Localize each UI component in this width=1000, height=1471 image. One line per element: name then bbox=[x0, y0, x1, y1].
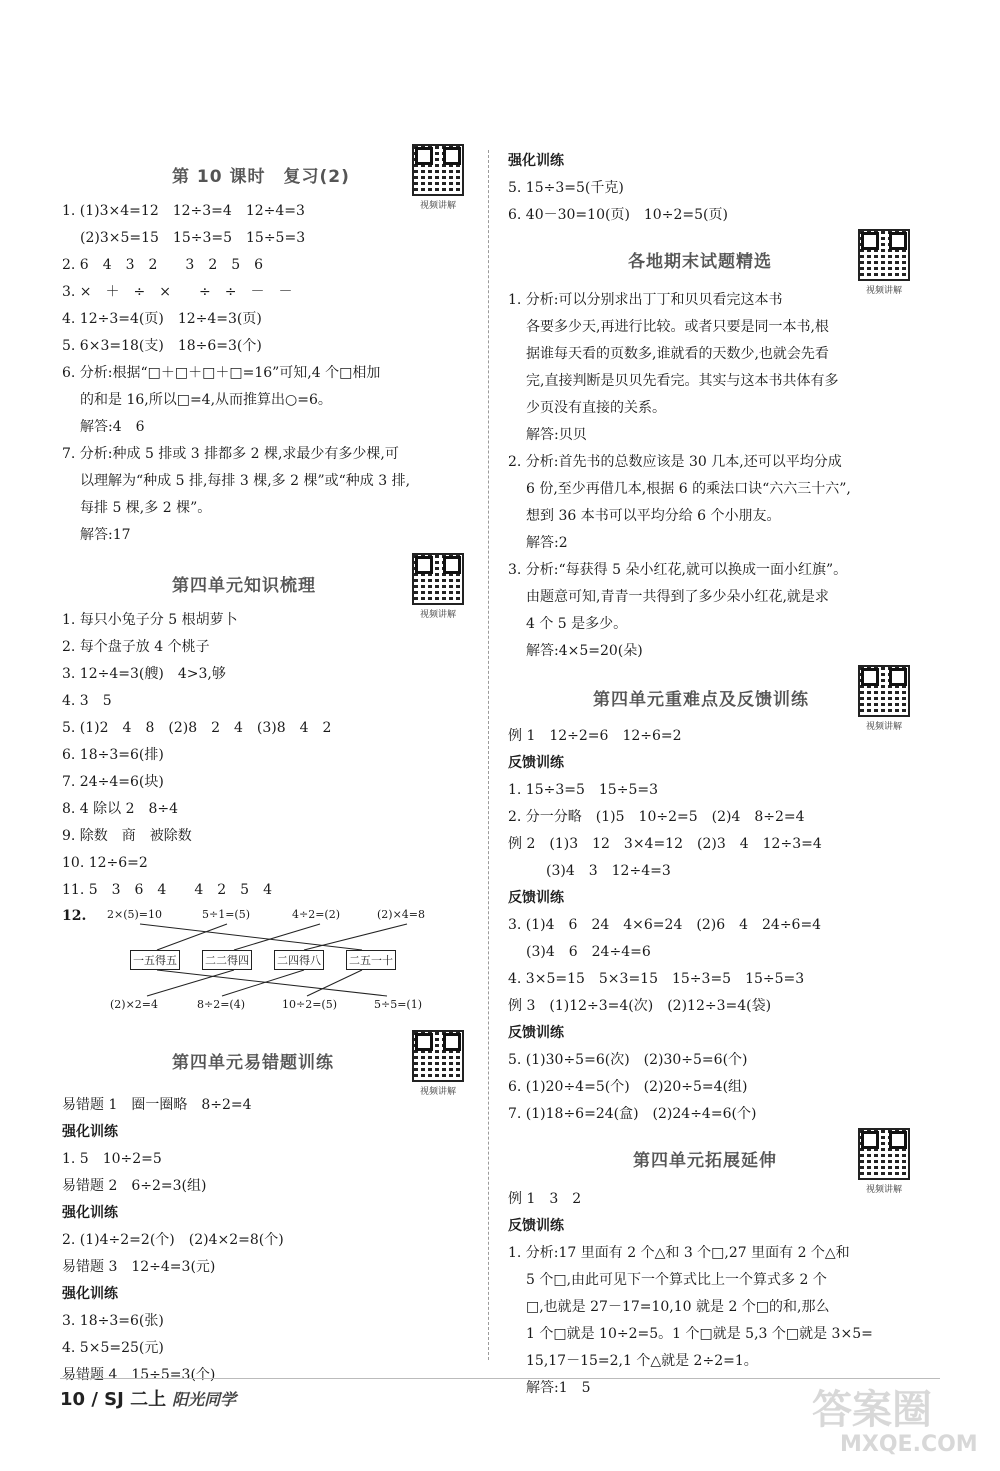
page-number: 10 / SJ 二上 bbox=[60, 1389, 167, 1410]
equation-label: (2)×2=4 bbox=[110, 998, 159, 1011]
answer-list bbox=[508, 148, 938, 229]
subheading: 反馈训练 bbox=[508, 1025, 564, 1041]
qr-caption: 视频讲解 bbox=[865, 722, 902, 732]
answer-line: 7. (1)18÷6=24(盒) (2)24÷4=6(个) bbox=[508, 1106, 757, 1122]
answer-line: 10. 12÷6=2 bbox=[62, 855, 148, 871]
multiplication-rhyme-box: 一五得五 bbox=[130, 950, 180, 970]
answer-list bbox=[62, 607, 477, 904]
multiplication-rhyme-box: 二四得八 bbox=[274, 950, 324, 970]
section-title: 第 10 课时 复习(2) bbox=[172, 167, 350, 187]
equation-label: 4÷2=(2) bbox=[292, 908, 341, 921]
answer-line: 1. 15÷3=5 15÷5=3 bbox=[508, 782, 658, 798]
subheading: 反馈训练 bbox=[508, 890, 564, 906]
qr-code-icon[interactable] bbox=[858, 229, 910, 281]
qr-caption: 视频讲解 bbox=[419, 1087, 456, 1097]
page-footer bbox=[60, 1378, 940, 1411]
answer-line: (3)4 6 24÷4=6 bbox=[526, 944, 651, 960]
equation-label: 5÷5=(1) bbox=[374, 998, 423, 1011]
answer-line: 3. 18÷3=6(张) bbox=[62, 1313, 164, 1329]
matching-diagram bbox=[62, 904, 477, 1034]
answer-line: 6. (1)20÷4=5(个) (2)20÷5=4(组) bbox=[508, 1079, 748, 1095]
answer-line: 完,直接判断是贝贝先看完。其实与这本书共体有多 bbox=[526, 373, 839, 389]
answer-line: 以理解为“种成 5 排,每排 3 棵,多 2 棵”或“种成 3 排, bbox=[80, 473, 411, 489]
answer-list bbox=[62, 198, 477, 549]
answer-line: 1. 5 10÷2=5 bbox=[62, 1151, 162, 1167]
answer-line: 的和是 16,所以□=4,从而推算出○=6。 bbox=[80, 392, 332, 408]
watermark-url: MXQE.COM bbox=[840, 1432, 978, 1457]
answer-line: 2. 每个盘子放 4 个桃子 bbox=[62, 639, 210, 655]
subheading: 强化训练 bbox=[62, 1205, 118, 1221]
subheading: 反馈训练 bbox=[508, 755, 564, 771]
equation-label: 8÷2=(4) bbox=[197, 998, 246, 1011]
answer-line: 6. 分析:根据“□＋□＋□＋□=16”可知,4 个□相加 bbox=[62, 365, 381, 381]
answer-line: 例 3 (1)12÷3=4(次) (2)12÷3=4(袋) bbox=[508, 998, 772, 1014]
section-title: 第四单元易错题训练 bbox=[172, 1053, 334, 1073]
qr-code-icon[interactable] bbox=[858, 1128, 910, 1180]
answer-line: 易错题 3 12÷4=3(元) bbox=[62, 1259, 216, 1275]
answer-line: 1. 分析:17 里面有 2 个△和 3 个□,27 里面有 2 个△和 bbox=[508, 1245, 850, 1261]
answer-line: 6 份,至少再借几本,根据 6 的乘法口诀“六六三十六”, bbox=[526, 481, 851, 497]
answer-list bbox=[62, 1092, 477, 1389]
qr-code-icon[interactable] bbox=[412, 553, 464, 605]
answer-line: (3)4 3 12÷4=3 bbox=[546, 863, 671, 879]
subheading: 反馈训练 bbox=[508, 1218, 564, 1234]
right-column bbox=[508, 148, 938, 1402]
answer-line: 例 1 3 2 bbox=[508, 1191, 582, 1207]
section-title: 第四单元拓展延伸 bbox=[633, 1151, 777, 1171]
answer-line: 7. 24÷4=6(块) bbox=[62, 774, 164, 790]
answer-line: 8. 4 除以 2 8÷4 bbox=[62, 801, 179, 817]
answer-line: □,也就是 27－17=10,10 就是 2 个□的和,那么 bbox=[526, 1299, 830, 1315]
answer-line: 易错题 4 15÷5=3(个) bbox=[62, 1367, 216, 1383]
answer-line: 15,17－15=2,1 个△就是 2÷2=1。 bbox=[526, 1353, 758, 1369]
equation-label: 5÷1=(5) bbox=[202, 908, 251, 921]
subheading: 强化训练 bbox=[62, 1124, 118, 1140]
answer-line: 2. (1)4÷2=2(个) (2)4×2=8(个) bbox=[62, 1232, 284, 1248]
answer-line: 4 个 5 是多少。 bbox=[526, 616, 628, 632]
answer-list bbox=[508, 287, 938, 665]
multiplication-rhyme-box: 二二得四 bbox=[202, 950, 252, 970]
answer-line: 解答:4 6 bbox=[80, 419, 145, 435]
answer-list bbox=[508, 723, 938, 1128]
qr-code-icon[interactable] bbox=[858, 665, 910, 717]
answer-line: 5. (1)30÷5=6(次) (2)30÷5=6(个) bbox=[508, 1052, 748, 1068]
answer-line: 据谁每天看的页数多,谁就看的天数少,也就会先看 bbox=[526, 346, 829, 362]
answer-list bbox=[508, 1186, 938, 1402]
answer-line: (2)3×5=15 15÷3=5 15÷5=3 bbox=[80, 230, 306, 246]
section-title: 第四单元重难点及反馈训练 bbox=[593, 690, 809, 710]
answer-line: 解答:2 bbox=[526, 535, 568, 551]
answer-line: 2. 分析:首先书的总数应该是 30 几本,还可以平均分成 bbox=[508, 454, 842, 470]
answer-line: 2. 6 4 3 2 3 2 5 6 bbox=[62, 257, 264, 273]
answer-line: 解答:17 bbox=[80, 527, 131, 543]
section-title: 各地期末试题精选 bbox=[628, 252, 772, 272]
left-column bbox=[62, 140, 477, 1389]
answer-line: 5. 15÷3=5(千克) bbox=[508, 180, 624, 196]
answer-line: 例 2 (1)3 12 3×4=12 (2)3 4 12÷3=4 bbox=[508, 836, 822, 852]
answer-line: 3. 12÷4=3(艘) 4>3,够 bbox=[62, 666, 226, 682]
answer-line: 4. 5×5=25(元) bbox=[62, 1340, 164, 1356]
answer-line: 7. 分析:种成 5 排或 3 排都多 2 棵,求最少有多少棵,可 bbox=[62, 446, 399, 462]
subheading: 强化训练 bbox=[508, 153, 564, 169]
question-number: 12. bbox=[62, 908, 87, 924]
answer-line: 易错题 1 圈一圈略 8÷2=4 bbox=[62, 1097, 252, 1113]
answer-line: 11. 5 3 6 4 4 2 5 4 bbox=[62, 882, 272, 898]
answer-line: 4. 3 5 bbox=[62, 693, 112, 709]
qr-caption: 视频讲解 bbox=[419, 201, 456, 211]
section-header bbox=[508, 229, 938, 296]
section-header bbox=[508, 665, 938, 732]
brand-logo: 阳光同学 bbox=[172, 1390, 237, 1409]
answer-line: 4. 3×5=15 5×3=15 15÷3=5 15÷5=3 bbox=[508, 971, 805, 987]
answer-line: 5. 6×3=18(支) 18÷6=3(个) bbox=[62, 338, 262, 354]
answer-line: 5 个□,由此可见下一个算式比上一个算式多 2 个 bbox=[526, 1272, 827, 1288]
answer-line: 1 个□就是 10÷2=5。1 个□就是 5,3 个□就是 3×5= bbox=[526, 1326, 873, 1342]
equation-label: 2×(5)=10 bbox=[107, 908, 163, 921]
qr-caption: 视频讲解 bbox=[865, 286, 902, 296]
matching-lines bbox=[62, 904, 477, 1034]
section-header bbox=[508, 1128, 938, 1195]
answer-line: 例 1 12÷2=6 12÷6=2 bbox=[508, 728, 682, 744]
answer-line: 4. 12÷3=4(页) 12÷4=3(页) bbox=[62, 311, 262, 327]
answer-line: 解答:4×5=20(朵) bbox=[526, 643, 643, 659]
answer-line: 少页没有直接的关系。 bbox=[526, 400, 666, 416]
qr-caption: 视频讲解 bbox=[419, 610, 456, 620]
answer-line: 解答:1 5 bbox=[526, 1380, 591, 1396]
answer-line: 1. 分析:可以分别求出丁丁和贝贝看完这本书 bbox=[508, 292, 783, 308]
qr-caption: 视频讲解 bbox=[865, 1185, 902, 1195]
watermark-logo: 答案圈 bbox=[812, 1387, 932, 1433]
multiplication-rhyme-box: 二五一十 bbox=[346, 950, 396, 970]
subheading: 强化训练 bbox=[62, 1286, 118, 1302]
answer-line: 1. 每只小兔子分 5 根胡萝卜 bbox=[62, 612, 238, 628]
section-title: 第四单元知识梳理 bbox=[172, 576, 316, 596]
equation-label: 10÷2=(5) bbox=[282, 998, 338, 1011]
answer-line: 3. 分析:“每获得 5 朵小红花,就可以换成一面小红旗”。 bbox=[508, 562, 848, 578]
answer-line: 由题意可知,青青一共得到了多少朵小红花,就是求 bbox=[526, 589, 829, 605]
answer-line: 1. (1)3×4=12 12÷3=4 12÷4=3 bbox=[62, 203, 305, 219]
answer-line: 各要多少天,再进行比较。或者只要是同一本书,根 bbox=[526, 319, 829, 335]
answer-line: 每排 5 棵,多 2 棵”。 bbox=[80, 500, 212, 516]
column-divider bbox=[488, 150, 489, 1360]
qr-code-icon[interactable] bbox=[412, 144, 464, 196]
answer-line: 2. 分一分略 (1)5 10÷2=5 (2)4 8÷2=4 bbox=[508, 809, 805, 825]
answer-line: 9. 除数 商 被除数 bbox=[62, 828, 192, 844]
answer-line: 想到 36 本书可以平均分给 6 个小朋友。 bbox=[526, 508, 781, 524]
qr-code-icon[interactable] bbox=[412, 1030, 464, 1082]
section-header bbox=[62, 1034, 477, 1097]
answer-line: 3. × ＋ ÷ × ÷ ÷ － － bbox=[62, 284, 293, 300]
answer-line: 5. (1)2 4 8 (2)8 2 4 (3)8 4 2 bbox=[62, 720, 332, 736]
answer-line: 易错题 2 6÷2=3(组) bbox=[62, 1178, 207, 1194]
answer-line: 6. 40－30=10(页) 10÷2=5(页) bbox=[508, 207, 728, 223]
equation-label: (2)×4=8 bbox=[377, 908, 426, 921]
answer-line: 解答:贝贝 bbox=[526, 427, 587, 443]
answer-line: 3. (1)4 6 24 4×6=24 (2)6 4 24÷6=4 bbox=[508, 917, 822, 933]
answer-line: 6. 18÷3=6(排) bbox=[62, 747, 164, 763]
